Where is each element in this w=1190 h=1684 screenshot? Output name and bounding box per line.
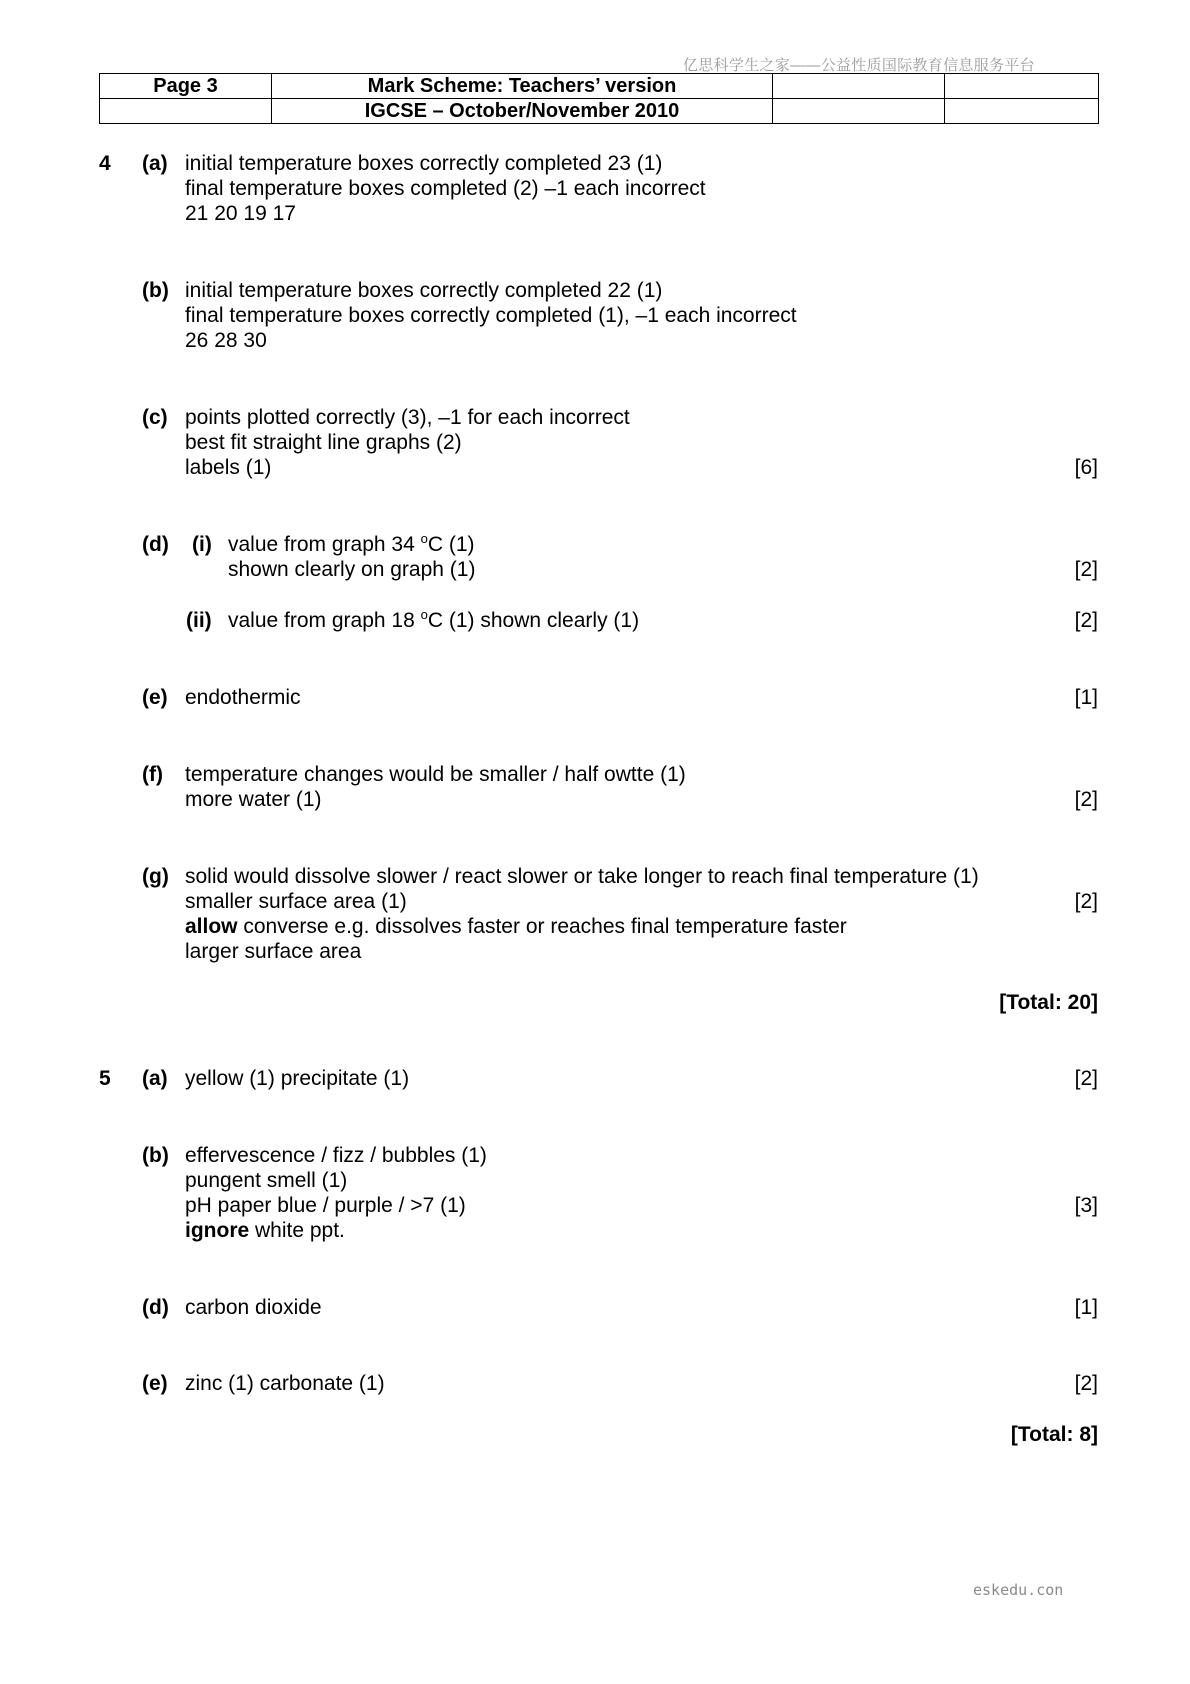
header-empty-cell bbox=[945, 74, 1099, 99]
q4-a-text1: initial temperature boxes correctly completed 23 (1) bbox=[185, 152, 663, 175]
q4-c-text1: points plotted correctly (3), –1 for each incorrect bbox=[185, 406, 630, 429]
question-number-4: 4 bbox=[99, 152, 111, 175]
q5-e-mark: [2] bbox=[1074, 1372, 1098, 1395]
q4-f-mark: [2] bbox=[1074, 788, 1098, 811]
q4-total: [Total: 20] bbox=[999, 991, 1098, 1014]
q4-e-label: (e) bbox=[142, 686, 168, 709]
header-empty-cell bbox=[945, 99, 1099, 124]
q5-a-mark: [2] bbox=[1074, 1067, 1098, 1090]
q4-d-label: (d) bbox=[142, 533, 169, 556]
q5-b-text1: effervescence / fizz / bubbles (1) bbox=[185, 1144, 487, 1167]
q4-b-text2: final temperature boxes correctly completed (1), –1 each incorrect bbox=[185, 304, 797, 327]
q4-d-i-text1: value from graph 34 $^o$C (1) bbox=[228, 531, 475, 556]
q5-a-text1: yellow (1) precipitate (1) bbox=[185, 1067, 410, 1090]
q4-g-label: (g) bbox=[142, 865, 169, 888]
q4-g-text2: smaller surface area (1) bbox=[185, 890, 407, 913]
q4-g-text1: solid would dissolve slower / react slower or take longer to reach final temperature (1) bbox=[185, 865, 979, 888]
q5-b-label: (b) bbox=[142, 1144, 169, 1167]
q5-b-mark: [3] bbox=[1074, 1194, 1098, 1217]
q4-c-text2: best fit straight line graphs (2) bbox=[185, 431, 462, 454]
q5-b-text4: ignore white ppt. bbox=[185, 1219, 345, 1242]
q4-e-text1: endothermic bbox=[185, 686, 301, 709]
q5-d-mark: [1] bbox=[1074, 1296, 1098, 1319]
q4-b-label: (b) bbox=[142, 279, 169, 302]
q4-f-text2: more water (1) bbox=[185, 788, 322, 811]
q5-b-text2: pungent smell (1) bbox=[185, 1169, 348, 1192]
header-empty-cell bbox=[773, 74, 945, 99]
q4-d-ii-label: (ii) bbox=[186, 609, 212, 632]
header-table bbox=[99, 73, 1099, 124]
q4-d-i-label: (i) bbox=[192, 533, 212, 556]
q5-e-label: (e) bbox=[142, 1372, 168, 1395]
q4-d-ii-text1: value from graph 18 $^o$C (1) shown clearly (1) bbox=[228, 607, 640, 632]
header-empty-cell bbox=[773, 99, 945, 124]
q5-d-label: (d) bbox=[142, 1296, 169, 1319]
q4-a-text3: 21 20 19 17 bbox=[185, 202, 296, 225]
header-exam: IGCSE – October/November 2010 bbox=[272, 99, 773, 124]
q4-c-label: (c) bbox=[142, 406, 168, 429]
header-title: Mark Scheme: Teachers’ version bbox=[272, 74, 773, 99]
q4-e-mark: [1] bbox=[1074, 686, 1098, 709]
q4-f-label: (f) bbox=[142, 763, 163, 786]
watermark-top: 亿思科学生之家——公益性质国际教育信息服务平台 bbox=[683, 57, 1035, 74]
q4-c-mark: [6] bbox=[1074, 456, 1098, 479]
q5-total: [Total: 8] bbox=[1010, 1423, 1098, 1446]
watermark-bottom: eskedu.con bbox=[973, 1581, 1064, 1599]
question-number-5: 5 bbox=[99, 1067, 111, 1090]
q4-d-i-mark: [2] bbox=[1074, 558, 1098, 581]
q5-e-text1: zinc (1) carbonate (1) bbox=[185, 1372, 385, 1395]
q5-a-label: (a) bbox=[142, 1067, 168, 1090]
q4-b-text3: 26 28 30 bbox=[185, 329, 267, 352]
q5-d-text1: carbon dioxide bbox=[185, 1296, 322, 1319]
q4-g-text4: larger surface area bbox=[185, 940, 362, 963]
q4-a-text2: final temperature boxes completed (2) –1 each incorrect bbox=[185, 177, 706, 200]
q4-b-text1: initial temperature boxes correctly completed 22 (1) bbox=[185, 279, 663, 302]
header-page: Page 3 bbox=[100, 74, 272, 99]
q5-b-text3: pH paper blue / purple / >7 (1) bbox=[185, 1194, 466, 1217]
q4-d-ii-mark: [2] bbox=[1074, 609, 1098, 632]
q4-g-mark: [2] bbox=[1074, 890, 1098, 913]
q4-d-i-text2: shown clearly on graph (1) bbox=[228, 558, 476, 581]
q4-a-label: (a) bbox=[142, 152, 168, 175]
header-empty-cell bbox=[100, 99, 272, 124]
q4-g-text3: allow converse e.g. dissolves faster or reaches final temperature faster bbox=[185, 915, 847, 938]
q4-c-text3: labels (1) bbox=[185, 456, 272, 479]
q4-f-text1: temperature changes would be smaller / half owtte (1) bbox=[185, 763, 686, 786]
